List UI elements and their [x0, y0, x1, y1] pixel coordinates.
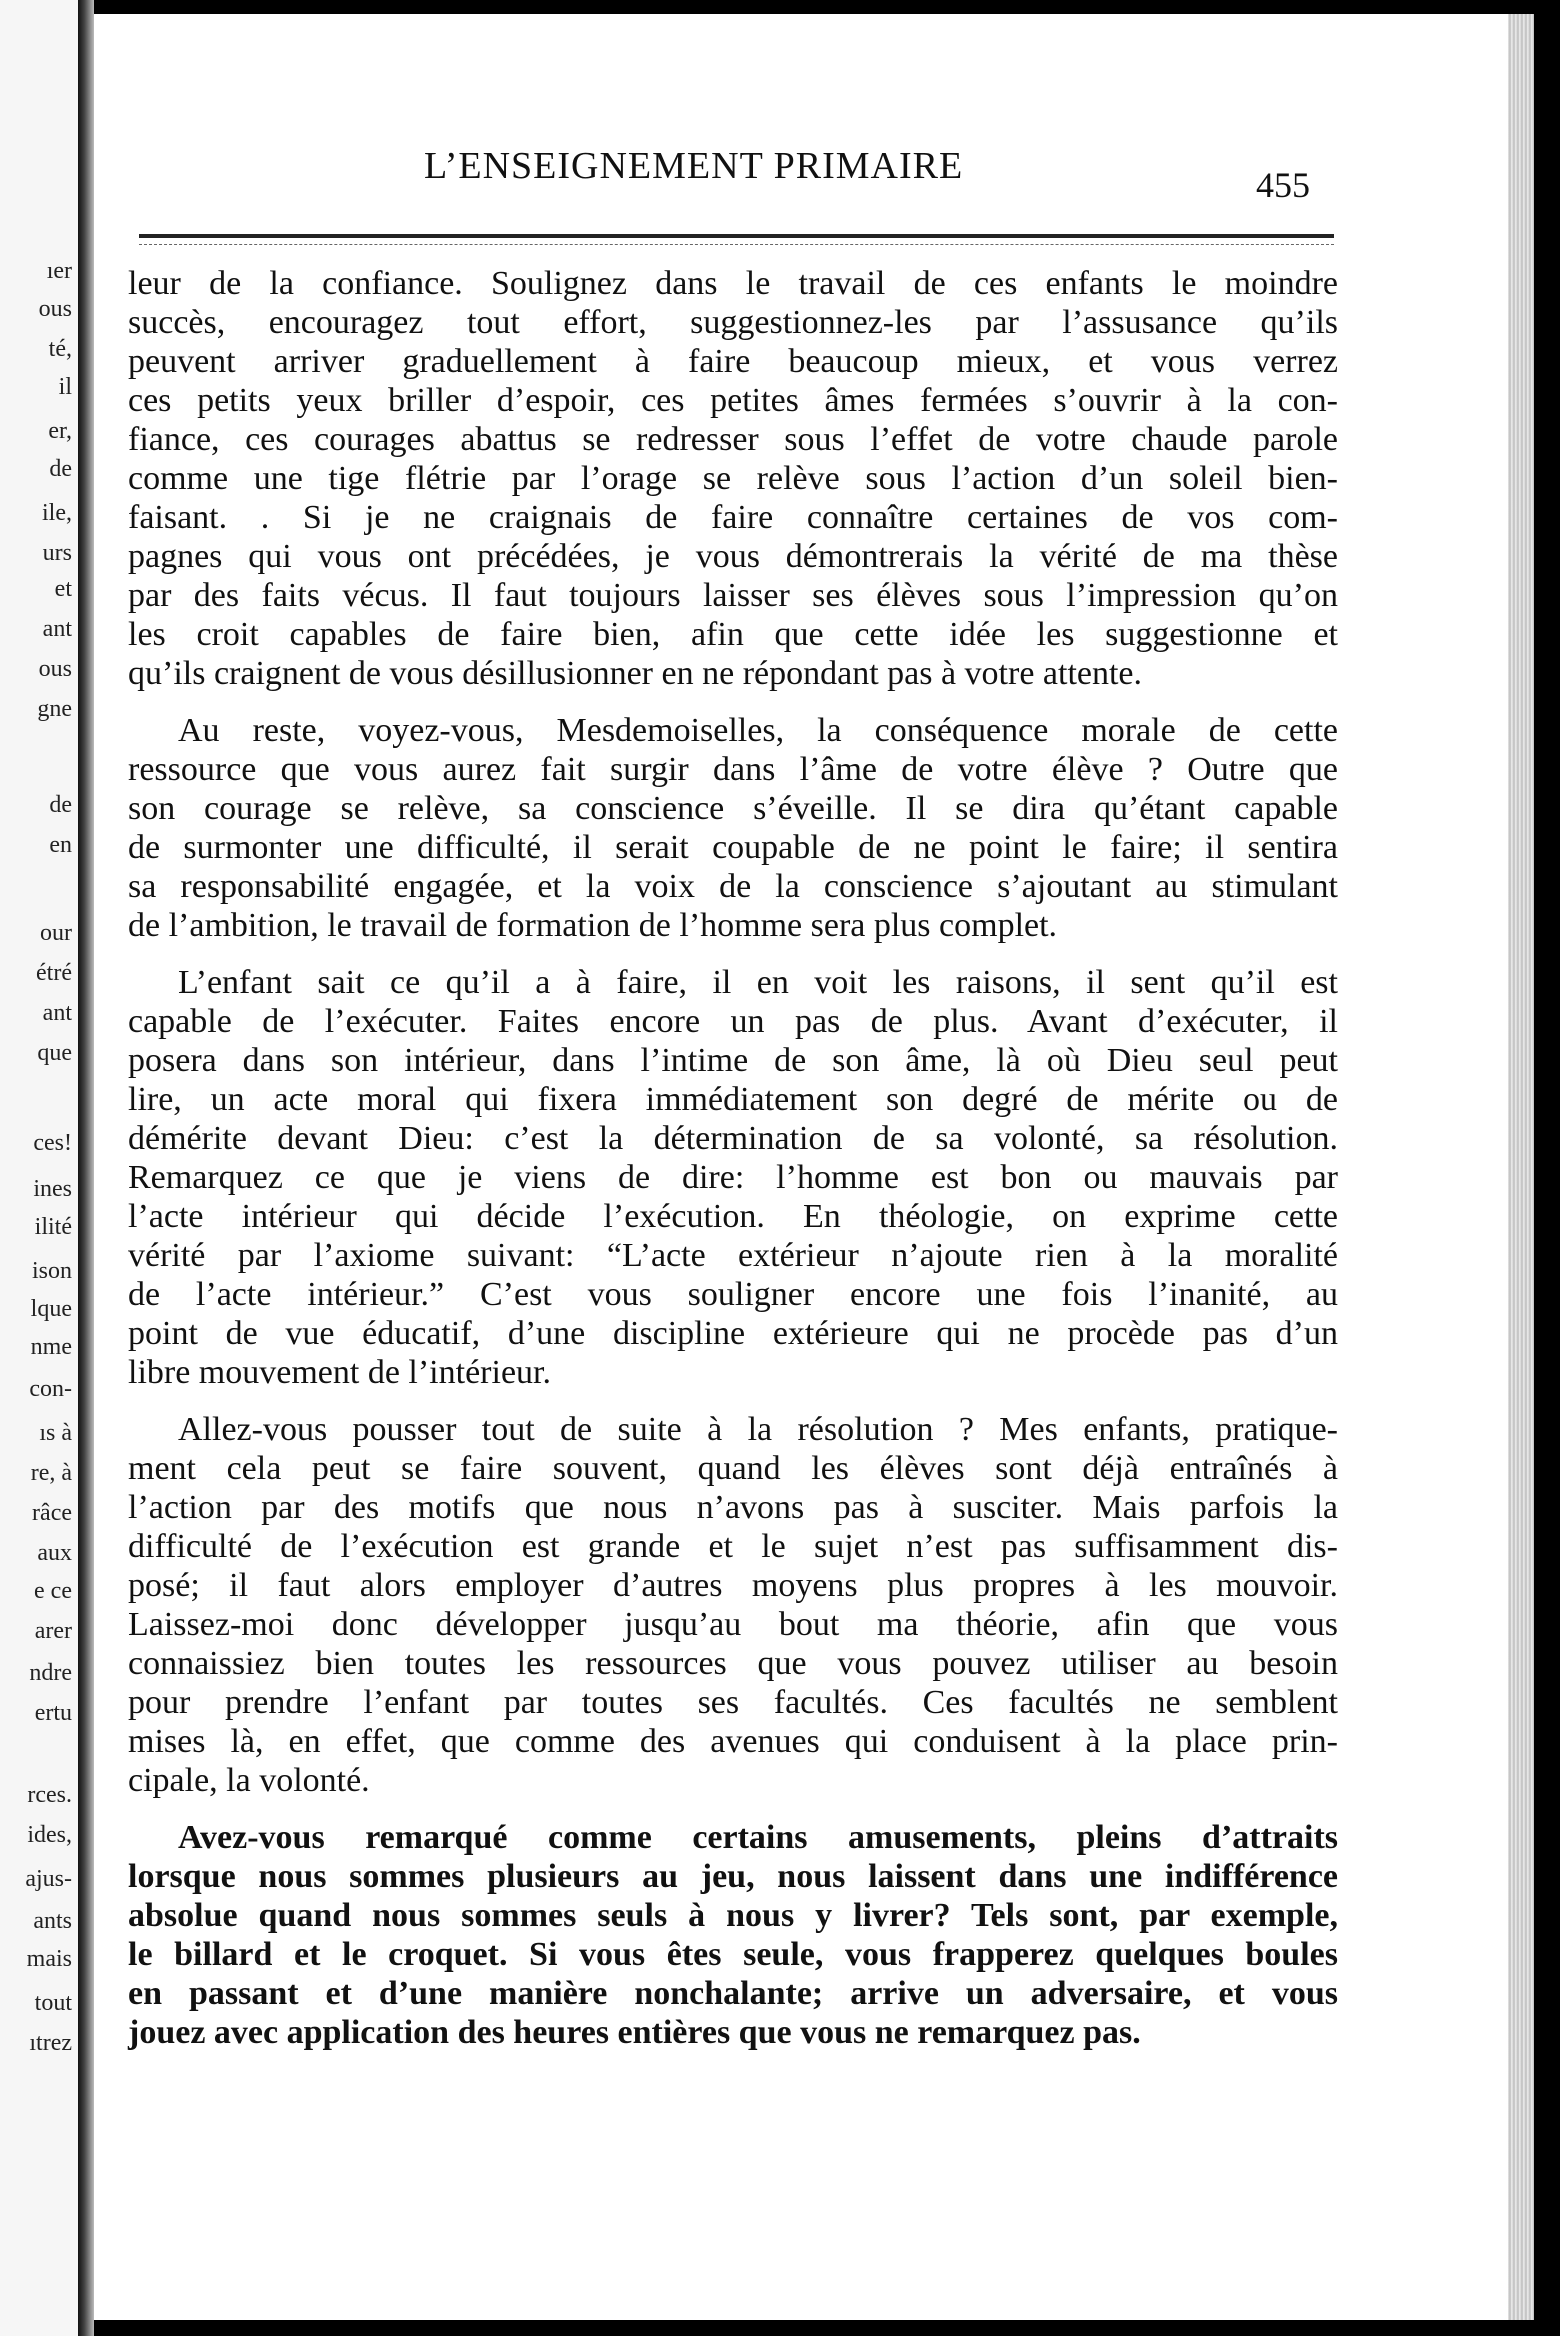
text-line: posera dans son intérieur, dans l’intime de son âme, là où Dieu seul peut: [128, 1042, 1338, 1079]
facing-page-edge: [0, 0, 78, 2336]
text-line: Laissez-moi donc développer jusqu’au bout ma théorie, afin que vous: [128, 1606, 1338, 1643]
text-line: ment cela peut se faire souvent, quand les élèves sont déjà entraînés à: [128, 1450, 1338, 1487]
page-stack-edge: [1508, 14, 1534, 2320]
text-line: son courage se relève, sa conscience s’éveille. Il se dira qu’étant capable: [128, 790, 1338, 827]
header-rule: [139, 234, 1334, 238]
text-line: les croit capables de faire bien, afin que cette idée les suggestionne et: [128, 616, 1338, 653]
text-line: succès, encouragez tout effort, suggestionnez-les par l’assusance qu’ils: [128, 304, 1338, 341]
text-line: mises là, en effet, que comme des avenues qui conduisent à la place prin-: [128, 1723, 1338, 1760]
facing-page-text-fragment: ces!: [33, 1130, 72, 1156]
header-rule-dashed: [139, 244, 1334, 245]
facing-page-text-fragment: aux: [37, 1540, 72, 1566]
facing-page-text-fragment: rces.: [27, 1782, 72, 1808]
facing-page-text-fragment: our: [40, 920, 72, 946]
text-line: qu’ils craignent de vous désillusionner en ne répondant pas à votre attente.: [128, 655, 1143, 692]
text-line: posé; il faut alors employer d’autres moyens plus propres à les mouvoir.: [128, 1567, 1338, 1604]
text-line: Remarquez ce que je viens de dire: l’homme est bon ou mauvais par: [128, 1159, 1338, 1196]
text-line: l’action par des motifs que nous n’avons pas à susciter. Mais parfois la: [128, 1489, 1338, 1526]
text-line: absolue quand nous sommes seuls à nous y livrer? Tels sont, par exemple,: [128, 1897, 1338, 1934]
facing-page-text-fragment: mais: [26, 1946, 72, 1972]
facing-page-text-fragment: e ce: [34, 1578, 72, 1604]
text-line: le billard et le croquet. Si vous êtes seule, vous frapperez quelques boules: [128, 1936, 1338, 1973]
text-line: Avez-vous remarqué comme certains amusements, pleins d’attraits: [178, 1819, 1338, 1856]
facing-page-text-fragment: ants: [33, 1908, 72, 1934]
facing-page-text-fragment: ison: [31, 1258, 72, 1284]
text-line: difficulté de l’exécution est grande et le sujet n’est pas suffisamment dis-: [128, 1528, 1338, 1565]
text-line: comme une tige flétrie par l’orage se relève sous l’action d’un soleil bien-: [128, 460, 1338, 497]
text-line: ressource que vous aurez fait surgir dans l’âme de votre élève ? Outre que: [128, 751, 1338, 788]
facing-page-text-fragment: arer: [34, 1618, 72, 1644]
text-line: cipale, la volonté.: [128, 1762, 370, 1799]
paragraph-gap: [128, 693, 1338, 711]
facing-page-text-fragment: ertu: [34, 1700, 72, 1726]
text-line: de surmonter une difficulté, il serait coupable de ne point le faire; il sentira: [128, 829, 1338, 866]
paragraph: [128, 711, 1338, 945]
facing-page-text-fragment: en: [49, 832, 72, 858]
text-line: jouez avec application des heures entières que vous ne remarquez pas.: [128, 2014, 1141, 2051]
facing-page-text-fragment: râce: [32, 1500, 72, 1526]
text-line: de l’ambition, le travail de formation de l’homme sera plus complet.: [128, 907, 1058, 944]
facing-page-text-fragment: con-: [29, 1376, 72, 1402]
facing-page-text-fragment: nme: [30, 1334, 72, 1360]
facing-page-text-fragment: ıer: [46, 258, 72, 284]
facing-page-text-fragment: ıtrez: [29, 2030, 72, 2056]
book-gutter: [78, 0, 94, 2336]
text-line: en passant et d’une manière nonchalante; arrive un adversaire, et vous: [128, 1975, 1338, 2012]
facing-page-text-fragment: et: [54, 576, 72, 602]
facing-page-text-fragment: ines: [33, 1176, 72, 1202]
facing-page-text-fragment: té,: [48, 336, 72, 362]
facing-page-text-fragment: ant: [42, 616, 72, 642]
facing-page-text-fragment: il: [58, 374, 72, 400]
text-line: sa responsabilité engagée, et la voix de la conscience s’ajoutant au stimulant: [128, 868, 1338, 905]
text-line: pagnes qui vous ont précédées, je vous démontrerais la vérité de ma thèse: [128, 538, 1338, 575]
paragraph: [128, 264, 1338, 693]
facing-page-text-fragment: ilité: [34, 1214, 72, 1240]
facing-page-text-fragment: ous: [38, 296, 72, 322]
body-text: [128, 264, 1338, 2052]
text-line: faisant. . Si je ne craignais de faire connaître certaines de vos com-: [128, 499, 1338, 536]
text-line: connaissiez bien toutes les ressources que vous pouvez utiliser au besoin: [128, 1645, 1338, 1682]
facing-page-text-fragment: ile,: [42, 500, 72, 526]
text-line: L’enfant sait ce qu’il a à faire, il en voit les raisons, il sent qu’il est: [178, 964, 1338, 1001]
text-line: lire, un acte moral qui fixera immédiatement son degré de mérite ou de: [128, 1081, 1338, 1118]
text-line: pour prendre l’enfant par toutes ses facultés. Ces facultés ne semblent: [128, 1684, 1338, 1721]
facing-page-text-fragment: re, à: [30, 1460, 72, 1486]
paragraph-gap: [128, 945, 1338, 963]
facing-page-text-fragment: urs: [42, 540, 72, 566]
text-line: vérité par l’axiome suivant: “L’acte extérieur n’ajoute rien à la moralité: [128, 1237, 1338, 1274]
text-line: lorsque nous sommes plusieurs au jeu, nous laissent dans une indifférence: [128, 1858, 1338, 1895]
facing-page-text-fragment: er,: [48, 418, 72, 444]
text-line: ces petits yeux briller d’espoir, ces petites âmes fermées s’ouvrir à la con-: [128, 382, 1338, 419]
facing-page-text-fragment: de: [49, 456, 72, 482]
text-line: l’acte intérieur qui décide l’exécution. En théologie, on exprime cette: [128, 1198, 1338, 1235]
running-head: L’ENSEIGNEMENT PRIMAIRE: [424, 145, 964, 187]
paragraph: [128, 1410, 1338, 1800]
paragraph-gap: [128, 1392, 1338, 1410]
facing-page-text-fragment: que: [37, 1040, 72, 1066]
text-line: peuvent arriver graduellement à faire beaucoup mieux, et vous verrez: [128, 343, 1338, 380]
text-line: leur de la confiance. Soulignez dans le travail de ces enfants le moindre: [128, 265, 1338, 302]
text-line: point de vue éducatif, d’une discipline extérieure qui ne procède pas d’un: [128, 1315, 1338, 1352]
text-line: fiance, ces courages abattus se redresser sous l’effet de votre chaude parole: [128, 421, 1338, 458]
facing-page-text-fragment: ides,: [27, 1822, 72, 1848]
facing-page-text-fragment: gne: [37, 696, 72, 722]
facing-page-text-fragment: ant: [42, 1000, 72, 1026]
facing-page-text-fragment: ıs à: [39, 1420, 72, 1446]
facing-page-text-fragment: de: [49, 792, 72, 818]
facing-page-text-fragment: ndre: [29, 1660, 72, 1686]
paragraph: [128, 963, 1338, 1392]
facing-page-text-fragment: ajus-: [25, 1866, 72, 1892]
facing-page-text-fragment: étré: [36, 960, 72, 986]
facing-page-text-fragment: tout: [34, 1990, 72, 2016]
text-line: Allez-vous pousser tout de suite à la résolution ? Mes enfants, pratique-: [178, 1411, 1338, 1448]
text-line: de l’acte intérieur.” C’est vous souligner encore une fois l’inanité, au: [128, 1276, 1338, 1313]
text-line: par des faits vécus. Il faut toujours laisser ses élèves sous l’impression qu’on: [128, 577, 1338, 614]
page-number: 455: [1256, 165, 1310, 205]
paragraph-gap: [128, 1800, 1338, 1818]
text-line: libre mouvement de l’intérieur.: [128, 1354, 551, 1391]
text-line: capable de l’exécuter. Faites encore un pas de plus. Avant d’exécuter, il: [128, 1003, 1338, 1040]
book-page: [94, 14, 1534, 2320]
facing-page-text-fragment: ous: [38, 656, 72, 682]
facing-page-text-fragment: lque: [30, 1296, 72, 1322]
text-line: démérite devant Dieu: c’est la détermination de sa volonté, sa résolution.: [128, 1120, 1338, 1157]
paragraph: [128, 1818, 1338, 2052]
text-line: Au reste, voyez-vous, Mesdemoiselles, la conséquence morale de cette: [178, 712, 1338, 749]
